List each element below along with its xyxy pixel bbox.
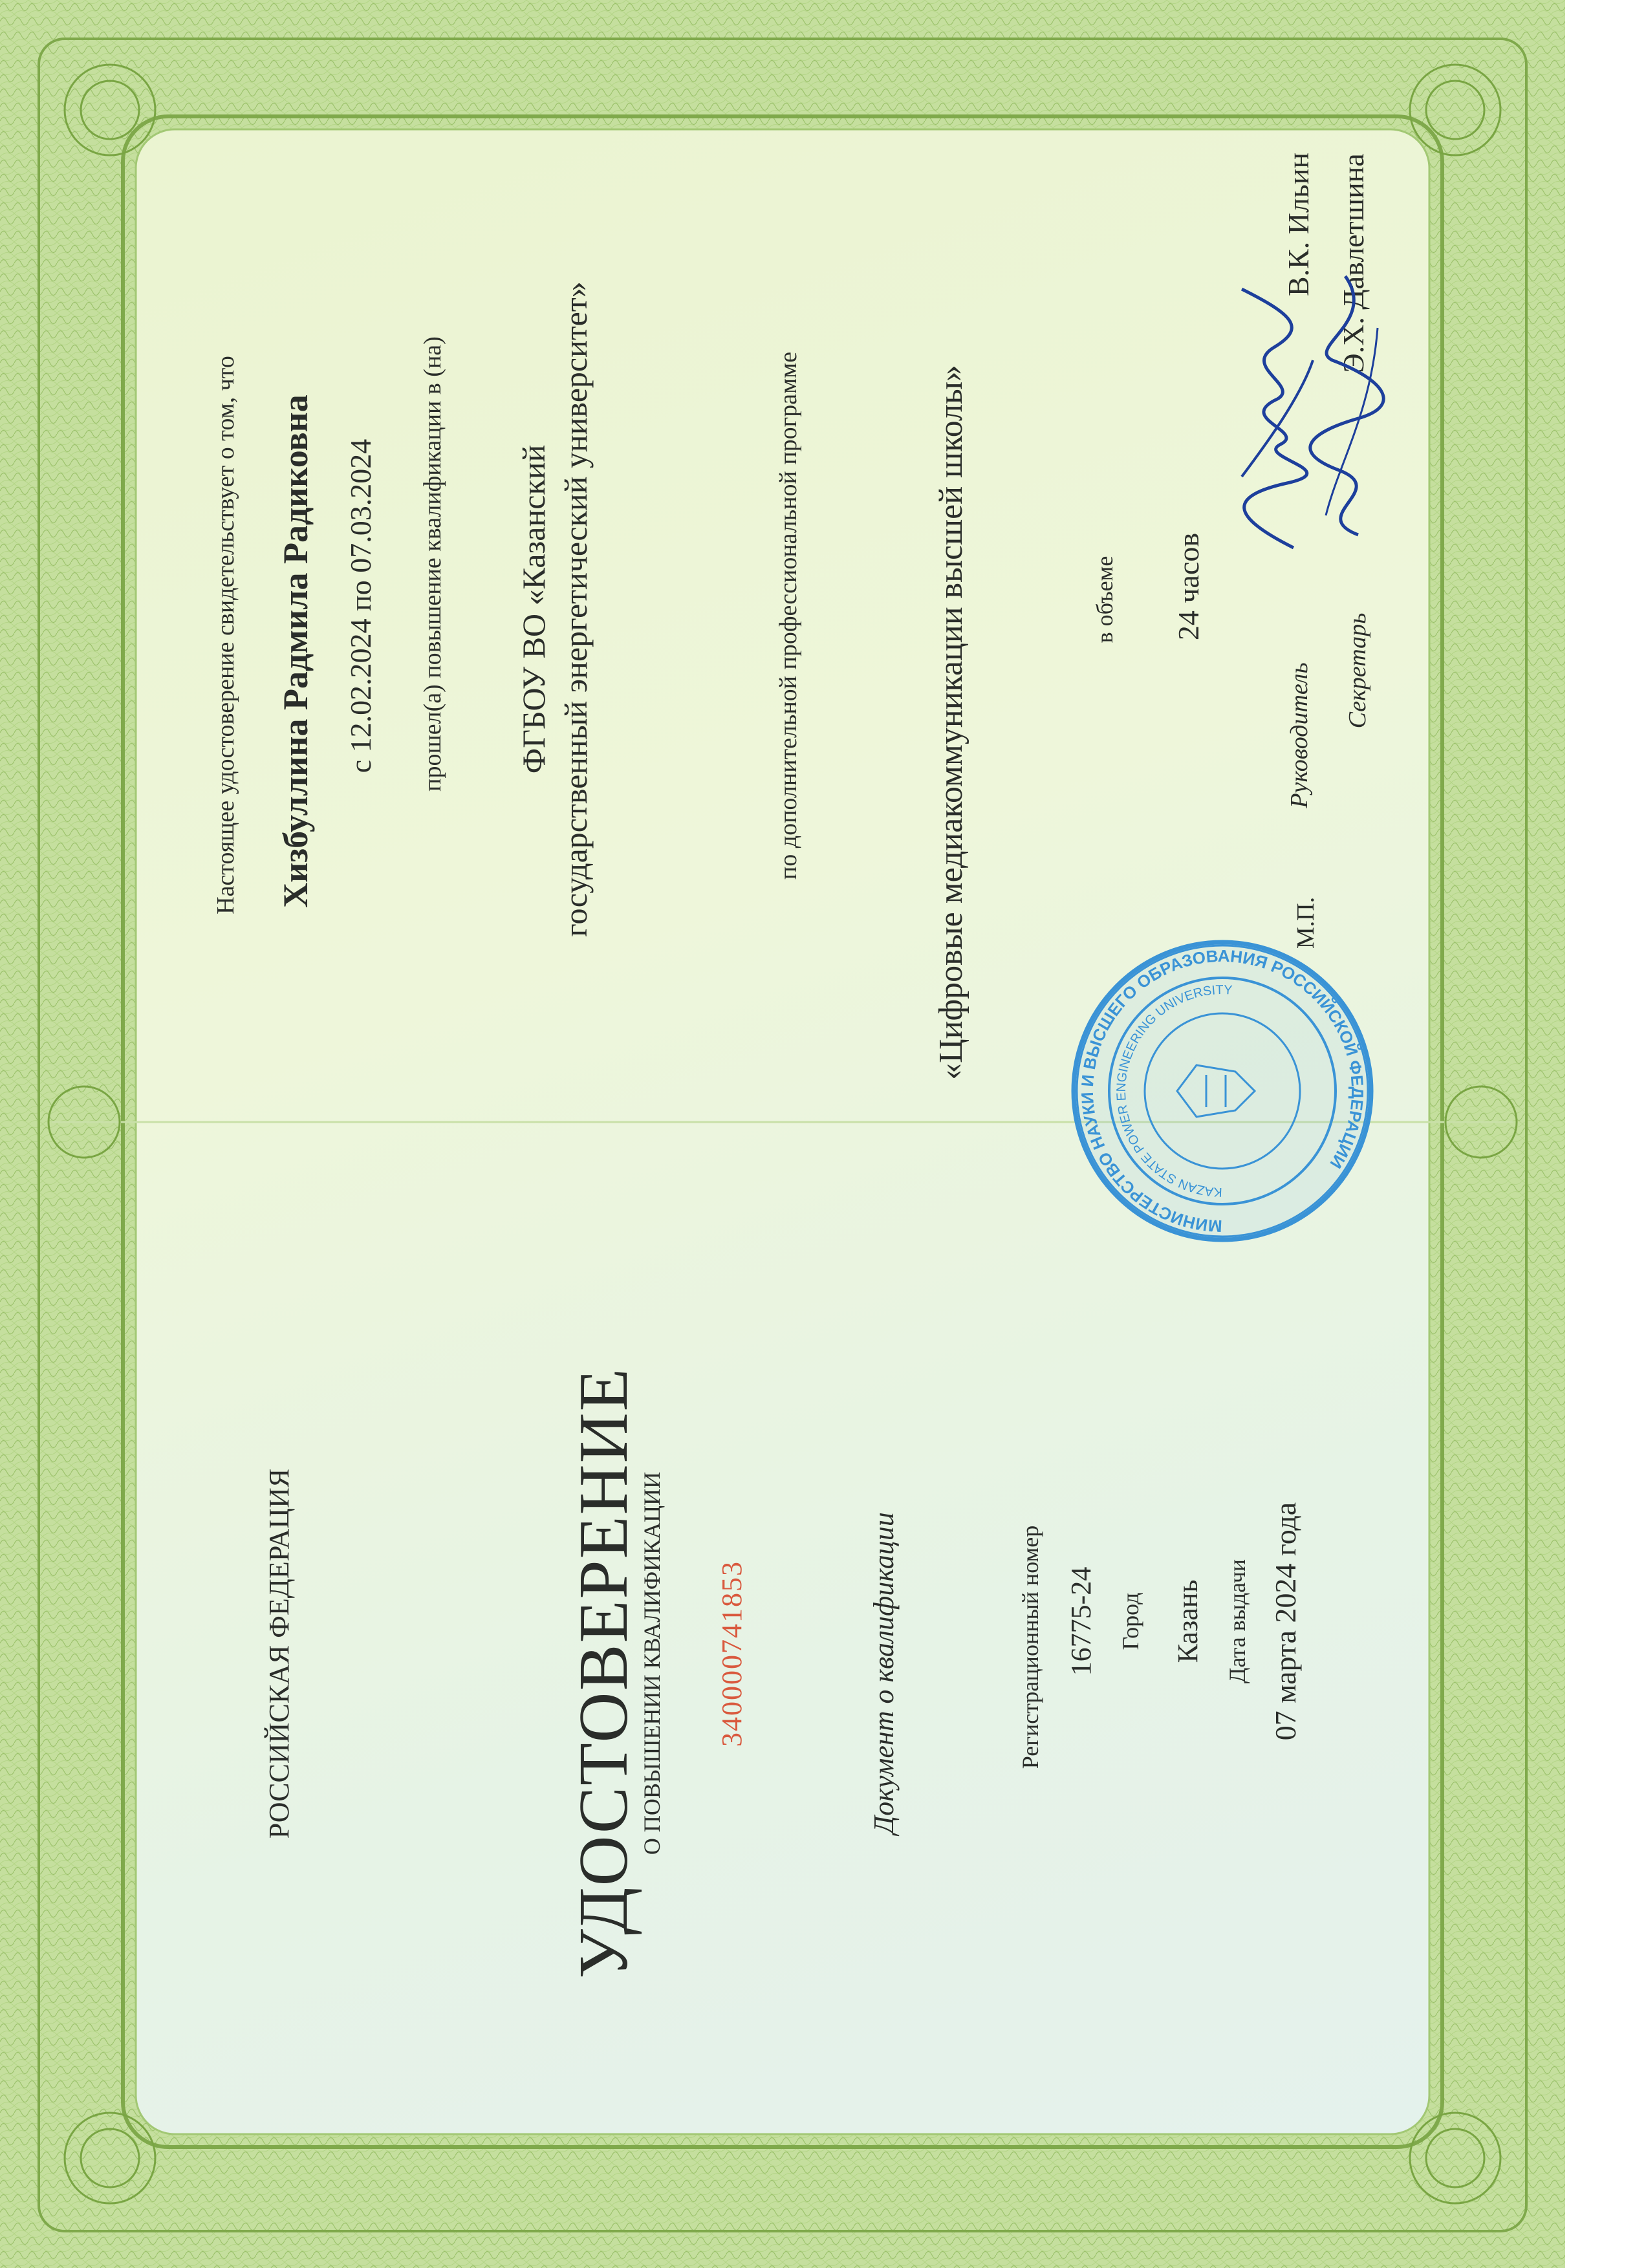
country-label: РОССИЙСКАЯ ФЕДЕРАЦИЯ (263, 1468, 295, 1839)
secretary-label: Секретарь (1344, 612, 1371, 729)
intro-text: Настоящее удостоверение свидетельствует о том, что (212, 356, 239, 914)
study-period: с 12.02.2024 по 07.03.2024 (344, 438, 377, 773)
registration-label: Регистрационный номер (1017, 1525, 1043, 1769)
program-name: «Цифровые медиакоммуникации высшей школы» (933, 365, 969, 1080)
serial-number: 340000741853 (716, 1561, 748, 1747)
city-name: Казань (1172, 1579, 1204, 1663)
institution-line-2: государственный энергетический университет» (558, 281, 594, 937)
certificate-title: УДОСТОВЕРЕНИЕ (565, 1367, 642, 1979)
city-label: Город (1118, 1592, 1143, 1650)
issue-date: 07 марта 2024 года (1269, 1502, 1302, 1741)
head-label: Руководитель (1286, 662, 1313, 808)
registration-number: 16775-24 (1065, 1566, 1097, 1676)
institution-line-1: ФГБОУ ВО «Казанский (515, 444, 552, 774)
secretary-signature (1300, 270, 1397, 541)
official-stamp (1067, 936, 1378, 1246)
secretary-name: Э.Х. Давлетшина (1337, 153, 1370, 373)
stamp-mark: М.П. (1292, 896, 1319, 949)
head-name: В.К. Ильин (1282, 152, 1315, 297)
program-intro: по дополнительной профессиональной программе (775, 351, 802, 880)
hours-value: 24 часов (1172, 532, 1205, 641)
issue-date-label: Дата выдачи (1224, 1559, 1250, 1684)
passed-text: прошел(а) повышение квалификации в (на) (419, 336, 446, 792)
holder-name: Хизбуллина Радмила Радиковна (276, 394, 315, 908)
stamp-outer-text: МИНИСТЕРСТВО НАУКИ И ВЫСШЕГО ОБРАЗОВАНИЯ РОССИЙСКОЙ ФЕДЕРАЦИИ (1077, 945, 1368, 1237)
stamp-inner-text: KAZAN STATE POWER ENGINEERING UNIVERSITY (1114, 982, 1233, 1200)
volume-label: в объеме (1092, 556, 1118, 643)
certificate-subtitle: О ПОВЫШЕНИИ КВАЛИФИКАЦИИ (639, 1471, 665, 1855)
document-type: Документ о квалификации (868, 1512, 900, 1834)
